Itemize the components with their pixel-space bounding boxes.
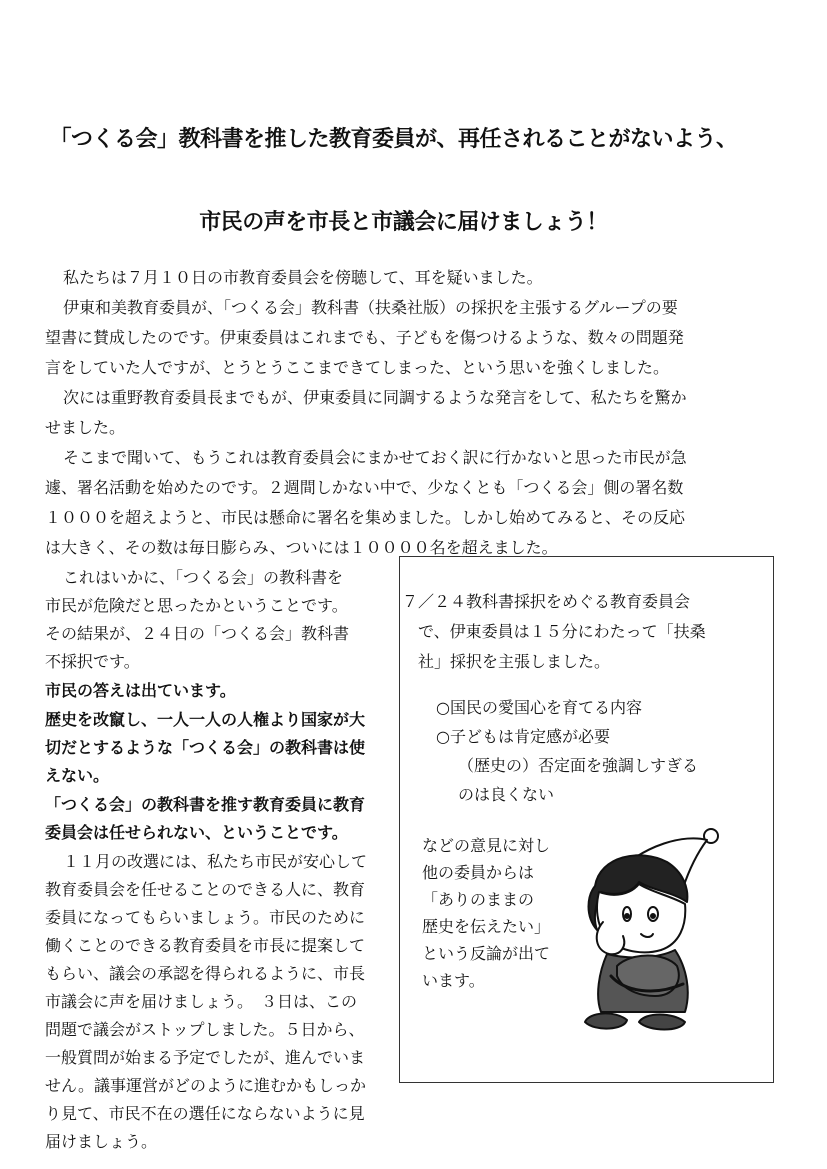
- text-line: 遽、署名活動を始めたのです。２週間しかない中で、少なくとも「つくる会」側の署名数: [45, 478, 684, 497]
- text-line: り見て、市民不在の選任にならないように見: [45, 1104, 365, 1123]
- text-line: は大きく、その数は毎日膨らみ、ついには１００００名を超えました。: [45, 538, 558, 557]
- text-line: これはいかに、「つくる会」の教科書を: [63, 568, 344, 587]
- text-line: 私たちは７月１０日の市教育委員会を傍聴して、耳を疑いました。: [63, 268, 543, 287]
- text-line: 望書に賛成したのです。伊東委員はこれまでも、子どもを傷つけるような、数々の問題発: [45, 328, 684, 347]
- text-line: 次には重野教育委員長までもが、伊東委員に同調するような発言をして、私たちを驚か: [63, 388, 687, 407]
- page-title-line1: 「つくる会」教科書を推した教育委員が、再任されることがないよう、: [49, 127, 738, 152]
- text-line: ○子どもは肯定感が必要: [436, 727, 610, 746]
- text-line: 不採択です。: [45, 652, 140, 671]
- text-line: などの意見に対し: [422, 836, 551, 855]
- text-line: のは良くない: [458, 785, 555, 804]
- text-line: 市民が危険だと思ったかということです。: [45, 596, 348, 615]
- text-line: （歴史の）否定面を強調しすぎる: [458, 756, 699, 775]
- text-line: 言をしていた人ですが、とうとうここまできてしまった、という思いを強くしました。: [45, 358, 670, 377]
- text-line: １１月の改選には、私たち市民が安心して: [63, 852, 368, 871]
- text-line: もらい、議会の承認を得られるように、市長: [45, 964, 366, 983]
- text-line: 市議会に声を届けましょう。 ３日は、この: [45, 992, 358, 1011]
- text-line: という反論が出て: [422, 944, 551, 963]
- text-line: えない。: [45, 766, 110, 785]
- text-line: 歴史を伝えたい」: [422, 917, 551, 936]
- text-line: ７／２４教科書採択をめぐる教育委員会: [402, 592, 691, 611]
- text-line: 教育委員会を任せることのできる人に、教育: [45, 880, 366, 899]
- text-line: ○国民の愛国心を育てる内容: [436, 698, 642, 717]
- text-line: 働くことのできる教育委員を市長に提案して: [45, 936, 366, 955]
- text-line: 「ありのままの: [422, 890, 535, 909]
- text-line: そこまで聞いて、もうこれは教育委員会にまかせておく訳に行かないと思った市民が急: [63, 448, 687, 467]
- text-line: 委員になってもらいましょう。市民のために: [45, 908, 366, 927]
- text-line: せました。: [45, 418, 126, 437]
- text-line: 「つくる会」の教科書を推す教育委員に教育: [45, 795, 366, 814]
- text-line: 問題で議会がストップしました。５日から、: [45, 1020, 365, 1039]
- text-line: 切だとするような「つくる会」の教科書は使: [45, 738, 366, 757]
- text-line: 伊東和美教育委員が、「つくる会」教科書（扶桑社版）の採択を主張するグループの要: [63, 298, 678, 317]
- text-line: います。: [422, 971, 485, 990]
- text-line: 市民の答えは出ています。: [45, 681, 236, 700]
- text-line: 一般質問が始まる予定でしたが、進んでいま: [45, 1048, 366, 1067]
- page-title-line2: 市民の声を市長と市議会に届けましょう！: [199, 210, 608, 235]
- text-line: 社」採択を主張しました。: [418, 652, 611, 671]
- text-line: １０００を超えようと、市民は懸命に署名を集めました。しかし始めてみると、その反応: [45, 508, 686, 527]
- text-line: で、伊東委員は１５分にわたって「扶桑: [418, 622, 706, 641]
- text-line: 委員会は任せられない、ということです。: [45, 823, 348, 842]
- text-line: その結果が、２４日の「つくる会」教科書: [45, 624, 350, 643]
- text-line: 歴史を改竄し、一人一人の人権より国家が大: [45, 710, 366, 729]
- text-line: せん。議事運営がどのように進むかもしっか: [45, 1076, 366, 1095]
- text-line: 他の委員からは: [422, 863, 535, 882]
- thinking-child-illustration: [555, 826, 725, 1046]
- text-line: 届けましょう。: [45, 1132, 158, 1151]
